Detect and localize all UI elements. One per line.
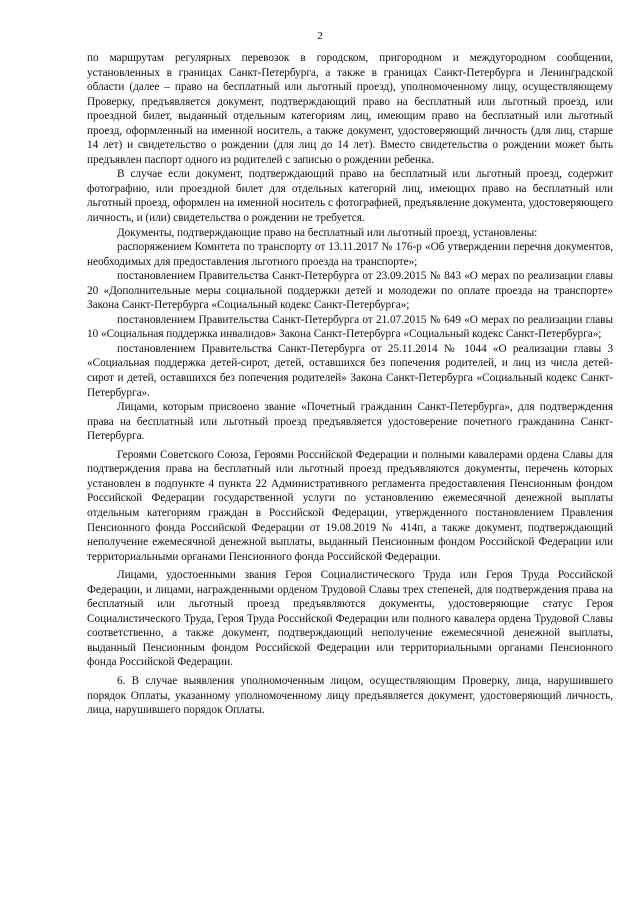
paragraph-photo-document: В случае если документ, подтверждающий право на бесплатный или льготный проезд, содержит фотографию, или проездной билет для отдельных категорий лиц, имеющих право на бесплатный или льготный проезд, оформлен на именной носитель с фотографией, предъявление документа, удостоверяющего личность, и (или) свидетельства о рождении не требуется. <box>87 168 613 225</box>
paragraph-resolution-649: постановлением Правительства Санкт-Петербурга от 21.07.2015 № 649 «О мерах по реализации главы 10 «Социальная поддержка инвалидов» Закона Санкт-Петербурга «Социальный кодекс Санкт-Петербурга»; <box>87 313 613 341</box>
paragraph-honorary-citizen: Лицами, которым присвоено звание «Почетный гражданин Санкт-Петербурга», для подтверждения права на бесплатный или льготный проезд предъявляется удостоверение почетного гражданина Санкт-Петербурга. <box>87 401 613 443</box>
document-body <box>87 51 613 718</box>
paragraph-resolution-1044: постановлением Правительства Санкт-Петербурга от 25.11.2014 № 1044 «О реализации главы 3 «Социальная поддержка детей-сирот, детей, оставшихся без попечения родителей, и лиц из числа детей-сирот и детей, оставшихся без попечения родителей» Закона Санкт-Петербурга «Социальный кодекс Санкт-Петербурга». <box>87 342 613 399</box>
paragraph-ticket-presentation: по маршрутам регулярных перевозок в городском, пригородном и междугородном сообщении, установленных в границах Санкт-Петербурга, а также в границах Санкт-Петербурга и Ленинградской области (далее – право на бесплатный или льготный проезд), уполномоченному лицу, осуществляющему Проверку, предъявляется документ, подтверждающий право на бесплатный или льготный проезд, или проездной билет, выданный отдельным категориям лиц, имеющим право на бесплатный или льготный проезд, оформленный на именной носитель, а также документ, удостоверяющий личность (для лиц, старше 14 лет) и свидетельство о рождении (для лиц до 14 лет). Вместо свидетельства о рождении может быть предъявлен паспорт одного из родителей с записью о рождении ребенка. <box>87 52 613 166</box>
paragraph-resolution-843: постановлением Правительства Санкт-Петербурга от 23.09.2015 № 843 «О мерах по реализации главы 20 «Дополнительные меры социальной поддержки детей и молодежи по оплате проезда на транспорте» Закона Санкт-Петербурга «Социальный кодекс Санкт-Петербурга»; <box>87 270 613 312</box>
paragraph-documents-established: Документы, подтверждающие право на бесплатный или льготный проезд, установлены: <box>117 226 538 239</box>
paragraph-item-6-violation: 6. В случае выявления уполномоченным лицом, осуществляющим Проверку, лица, нарушившего порядок Оплаты, указанному уполномоченному лицу предъявляется документ, удостоверяющий личность, лица, нарушившего порядок Оплаты. <box>87 674 613 717</box>
page-number: 2 <box>317 30 323 42</box>
paragraph-transport-committee-order: распоряжением Комитета по транспорту от 13.11.2017 № 176-р «Об утверждении перечня документов, необходимых для предоставления льготного проезда на транспорте»; <box>87 241 613 268</box>
paragraph-heroes-soviet-union: Героями Советского Союза, Героями Российской Федерации и полными кавалерами ордена Славы для подтверждения права на бесплатный или льготный проезд предъявляются документы, перечень которых установлен в подпункте 4 пункта 22 Административного регламента предоставления Пенсионным фондом Российской Федерации государственной услуги по установлению ежемесячной денежной выплаты отдельным категориям граждан в Российской Федерации, утвержденного постановлением Правления Пенсионного фонда Российской Федерации от 19.08.2019 № 414п, а также документ, подтверждающий неполучение ежемесячной денежной выплаты, выданный Пенсионным фондом Российской Федерации или территориальными органами Пенсионного фонда Российской Федерации. <box>87 448 613 563</box>
paragraph-heroes-labour: Лицами, удостоенными звания Героя Социалистического Труда или Героя Труда Российской Федерации, и лицами, награжденными орденом Трудовой Славы трех степеней, для подтверждения права на бесплатный или льготный проезд предъявляются документы, удостоверяющие статус Героя Социалистического Труда, Героя Труда Российской Федерации или полного кавалера ордена Трудовой Славы соответственно, а также документ, подтверждающий неполучение ежемесячной денежной выплаты, выданный Пенсионным фондом Российской Федерации или территориальными органами Пенсионного фонда Российской Федерации. <box>87 569 613 669</box>
